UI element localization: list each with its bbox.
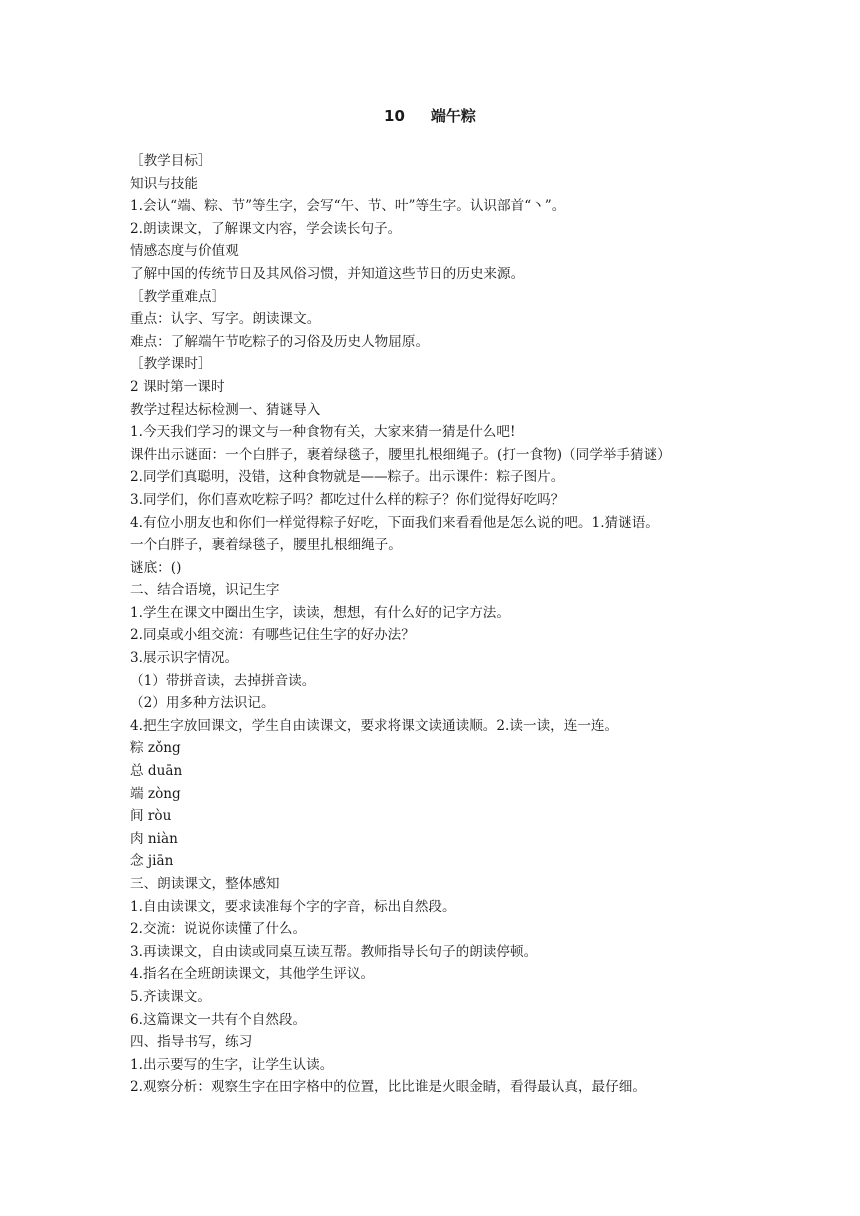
text-line: 粽 zǒng bbox=[130, 740, 181, 757]
document-body bbox=[130, 150, 740, 1099]
text-line: 2 课时第一课时 bbox=[130, 378, 225, 395]
text-line: 间 ròu bbox=[130, 808, 172, 825]
text-line: 情感态度与价值观 bbox=[130, 243, 239, 260]
text-line: 课件出示谜面：一个白胖子，裹着绿毯子，腰里扎根细绳子。(打一食物)（同学举手猜谜） bbox=[130, 446, 671, 463]
text-line: 重点：认字、写字。朗读课文。 bbox=[130, 311, 321, 328]
text-line: 肉 niàn bbox=[130, 830, 178, 847]
lesson-number: 10 bbox=[384, 107, 405, 125]
text-line: 谜底：() bbox=[130, 559, 182, 576]
text-line: 教学过程达标检测一、猜谜导入 bbox=[130, 401, 321, 418]
text-line: ［教学课时］ bbox=[130, 356, 212, 373]
text-line: ［教学重难点］ bbox=[130, 288, 226, 305]
text-line: 1.学生在课文中圈出生字，读读，想想，有什么好的记字方法。 bbox=[130, 604, 510, 621]
text-line: 5.齐读课文。 bbox=[130, 988, 211, 1005]
text-line: 2.同学们真聪明，没错，这种食物就是——粽子。出示课件：粽子图片。 bbox=[130, 469, 565, 486]
text-line: 4.把生字放回课文，学生自由读课文，要求将课文读通读顺。2.读一读，连一连。 bbox=[130, 717, 619, 734]
text-line: 念 jiān bbox=[130, 853, 174, 870]
text-line: 一个白胖子，裹着绿毯子，腰里扎根细绳子。 bbox=[130, 537, 402, 554]
text-line: （2）用多种方法识记。 bbox=[130, 695, 275, 712]
text-line: 4.有位小朋友也和你们一样觉得粽子好吃，下面我们来看看他是怎么说的吧。1.猜谜语。 bbox=[130, 514, 659, 531]
text-line: 2.交流：说说你读懂了什么。 bbox=[130, 921, 307, 938]
text-line: 2.朗读课文，了解课文内容，学会读长句子。 bbox=[130, 220, 402, 237]
text-line: 3.同学们，你们喜欢吃粽子吗？都吃过什么样的粽子？你们觉得好吃吗？ bbox=[130, 491, 565, 508]
text-line: 6.这篇课文一共有个自然段。 bbox=[130, 1011, 307, 1028]
text-line: （1）带拼音读，去掉拼音读。 bbox=[130, 672, 316, 689]
text-line: 2.观察分析：观察生字在田字格中的位置，比比谁是火眼金睛，看得最认真，最仔细。 bbox=[130, 1079, 646, 1096]
text-line: 1.出示要写的生字，让学生认读。 bbox=[130, 1056, 334, 1073]
text-line: 总 duān bbox=[130, 763, 183, 780]
text-line: 端 zòng bbox=[130, 785, 181, 802]
text-line: 三、朗读课文，整体感知 bbox=[130, 876, 280, 892]
text-line: 二、结合语境，识记生字 bbox=[130, 582, 280, 599]
text-line: 2.同桌或小组交流：有哪些记住生字的好办法？ bbox=[130, 627, 415, 644]
text-line: 3.再读课文，自由读或同桌互读互帮。教师指导长句子的朗读停顿。 bbox=[130, 943, 538, 960]
text-line: 3.展示识字情况。 bbox=[130, 650, 239, 667]
text-line: 难点：了解端午节吃粽子的习俗及历史人物屈原。 bbox=[130, 333, 430, 350]
text-line: 1.自由读课文，要求读准每个字的字音，标出自然段。 bbox=[130, 898, 456, 915]
page-title bbox=[0, 106, 860, 126]
text-line: 了解中国的传统节日及其风俗习惯，并知道这些节日的历史来源。 bbox=[130, 265, 525, 282]
text-line: ［教学目标］ bbox=[130, 153, 212, 169]
text-line: 知识与技能 bbox=[130, 175, 198, 192]
text-line: 1.今天我们学习的课文与一种食物有关，大家来猜一猜是什么吧! bbox=[130, 424, 516, 441]
text-line: 1.会认“端、粽、节”等生字，会写“午、节、叶”等生字。认识部首“丶”。 bbox=[130, 198, 566, 215]
text-line: 四、指导书写，练习 bbox=[130, 1034, 253, 1051]
lesson-title: 端午粽 bbox=[430, 107, 476, 125]
text-line: 4.指名在全班朗读课文，其他学生评议。 bbox=[130, 966, 375, 983]
